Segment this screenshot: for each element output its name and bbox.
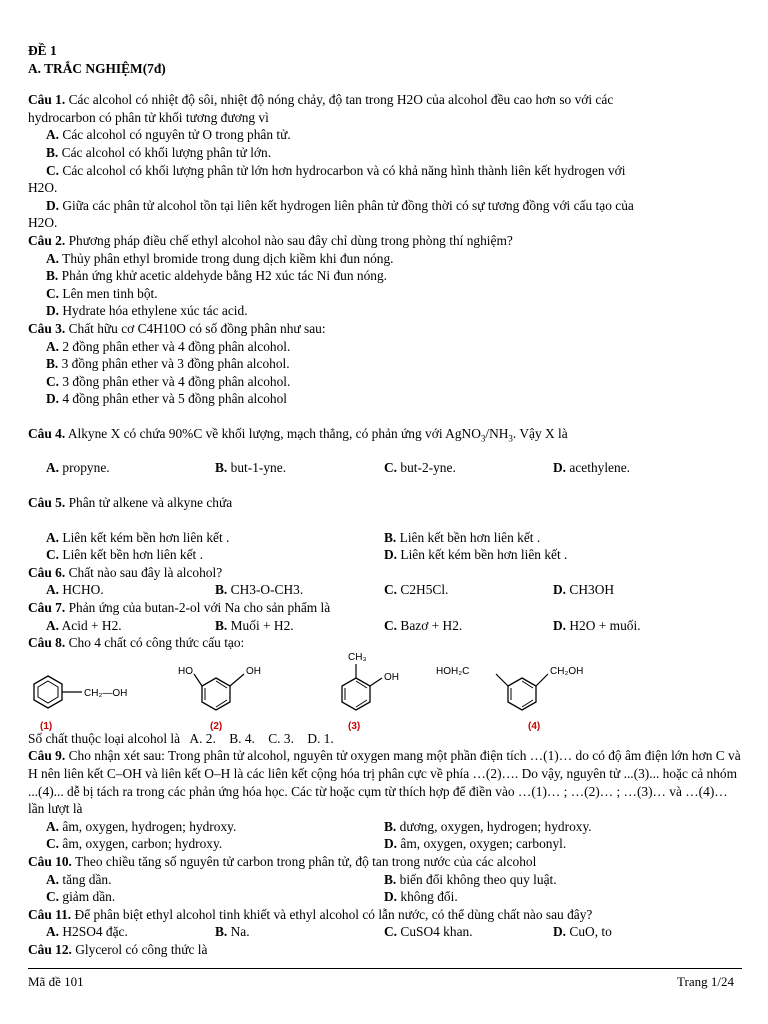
q7-option-b: B. Muối + H2. <box>215 617 294 633</box>
q11-options <box>28 923 742 941</box>
page-footer <box>28 968 742 990</box>
q11-option-b: B. Na. <box>215 924 250 940</box>
q3-option-c: C. 3 đồng phân ether và 4 đồng phân alcohol. <box>46 373 291 389</box>
q10-options-row2 <box>28 888 742 906</box>
q2-option-b: B. Phản ứng khử acetic aldehyde bằng H2 xúc tác Ni đun nóng. <box>46 268 388 284</box>
structure-4-number: (4) <box>528 720 541 732</box>
question-10: Câu 10. Theo chiều tăng số nguyên tử carbon trong phân tử, độ tan trong nước của các alcohol <box>28 853 537 869</box>
svg-text:CH₂OH: CH₂OH <box>550 665 584 677</box>
svg-text:CH₂—OH: CH₂—OH <box>84 687 128 699</box>
structure-1-number: (1) <box>40 720 53 732</box>
exam-page: ĐỀ 1 A. TRẮC NGHIỆM(7đ) Câu 1. Các alcohol có nhiệt độ sôi, nhiệt độ nóng chảy, độ tan trong H2O của alcohol đều cao hơn so với các hydrocarbon có phân tử khối tương đương vì A. Các alcohol có nguyên tử O trong phân tử. B. Các alcohol có khối lượng phân tử lớn. C. Các alcohol có khối lượng phân tử lớn hơn hydrocarbon và có khả năng hình thành liên kết hydrogen với H2O. D. Giữa các phân tử alcohol tồn tại liên kết hydrogen liên phân tử đồng thời có sự tương đồng với cấu tạo của H2O. Câu 2. Phương pháp điều chế ethyl alcohol nào sau đây chỉ dùng trong phòng thí nghiệm? A. Thủy phân ethyl bromide trong dung dịch kiềm khi đun nóng. B. Phản ứng khử acetic aldehyde bằng H2 xúc tác Ni đun nóng. C. Lên men tinh bột. D. Hydrate hóa ethylene xúc tác acid. Câu 3. Chất hữu cơ C4H10O có số đồng phân như sau: A. 2 đồng phân ether và 4 đồng phân alcohol. B. 3 đồng phân ether và 3 đồng phân alcohol. C. 3 đồng phân ether và 4 đồng phân alcohol. D. 4 đồng phân ether và 5 đồng phân alcohol Câu 4. Alkyne X có chứa 90%C về khối lượng, mạch thẳng, có phản ứng với $AgNO_3/NH_3$. Vậy X là A. propyne. B. but-1-yne. C. but-2-yne. D. acethylene. Câu 5. Phân tử alkene và alkyne chứa A. Liên kết kém bền hơn liên kết . B. Liên kết bền hơn liên kết . C. Liên kết bền hơn liên kết . D. Liên kết kém bền hơn liên kết . Câu 6. Chất nào sau đây là alcohol? A. HCHO. B. CH3-O-CH3. C. C2H5Cl. D. CH3OH Câu 7. Phản ứng của butan-2-ol với Na cho sản phẩm là A. Acid + H2. B. Muối + H2. C. Bazơ + H2. D. H2O + muối. Câu 8. Cho 4 chất có công thức cấu tạo: CH₂—OH (1) HO OH (2) CH₃ OH (3) HOH₂C CH₂OH (4) Số chất thuộc loại alcohol là A. 2. B. 4. C. 3. D. 1. Câu 9. Cho nhận xét sau: Trong phân tử alcohol, nguyên tử oxygen mang một phần điện tích …(1)… do có độ âm điện lớn hơn C và H nên liên kết C–OH và liên kết O–H là các liên kết cộng hóa trị phân cực về phía …(2)…. Do vậy, nguyên tử ...(3)... hoặc cả nhóm ...(4)... dễ bị tách ra trong các phản ứng hóa học. Các từ hoặc cụm từ thích hợp để điền vào …(1)… ; …(2)… ; …(3)… và …(4)… lần lượt là A. âm, oxygen, hydrogen; hydroxy. B. dương, oxygen, hydrogen; hydroxy. C. âm, oxygen, carbon; hydroxy. D. âm, oxygen, oxygen; carbonyl. Câu 10. Theo chiều tăng số nguyên tử carbon trong phân tử, độ tan trong nước của các alcohol A. tăng dần. B. biến đổi không theo quy luật. C. giảm dần. D. không đổi. Câu 11. Để phân biệt ethyl alcohol tinh khiết và ethyl alcohol có lẫn nước, có thể dùng chất nào sau đây? A. H2SO4 đặc. B. Na. C. CuSO4 khan. D. CuO, to Câu 12. Glycerol có công thức là <box>28 43 741 957</box>
q2-option-c: C. Lên men tinh bột. <box>46 285 158 301</box>
question-12: Câu 12. Glycerol có công thức là <box>28 941 208 957</box>
svg-text:OH: OH <box>384 671 399 683</box>
q7-option-a: A. Acid + H2. <box>46 617 122 633</box>
q11-option-a: A. H2SO4 đặc. <box>46 924 128 940</box>
q9-option-d: D. âm, oxygen, oxygen; carbonyl. <box>384 836 567 852</box>
q4-option-b: B. but-1-yne. <box>215 460 287 476</box>
q4-options <box>28 459 742 477</box>
q5-option-c: C. Liên kết bền hơn liên kết . <box>46 547 203 563</box>
q3-option-d: D. 4 đồng phân ether và 5 đồng phân alcohol <box>46 391 287 407</box>
svg-text:HO: HO <box>178 665 193 677</box>
q1-option-c: C. Các alcohol có khối lượng phân tử lớn hơn hydrocarbon và có khả năng hình thành liên kết hydrogen với <box>46 162 626 178</box>
structure-2-number: (2) <box>210 720 223 732</box>
q7-option-d: D. H2O + muối. <box>553 617 641 633</box>
q2-option-a: A. Thủy phân ethyl bromide trong dung dịch kiềm khi đun nóng. <box>46 250 394 266</box>
question-8: Câu 8. Cho 4 chất có công thức cấu tạo: <box>28 635 245 651</box>
question-3: Câu 3. Chất hữu cơ C4H10O có số đồng phân như sau: <box>28 320 326 336</box>
question-6: Câu 6. Chất nào sau đây là alcohol? <box>28 564 223 580</box>
q9-option-c: C. âm, oxygen, carbon; hydroxy. <box>46 836 223 852</box>
question-2: Câu 2. Phương pháp điều chế ethyl alcohol nào sau đây chỉ dùng trong phòng thí nghiệm? <box>28 232 513 248</box>
q3-option-a: A. 2 đồng phân ether và 4 đồng phân alcohol. <box>46 338 291 354</box>
q5-option-b: B. Liên kết bền hơn liên kết . <box>384 529 541 545</box>
q5-option-a: A. Liên kết kém bền hơn liên kết . <box>46 529 230 545</box>
q5-options-row1 <box>28 529 742 547</box>
q9-option-b: B. dương, oxygen, hydrogen; hydroxy. <box>384 818 592 834</box>
q3-option-b: B. 3 đồng phân ether và 3 đồng phân alcohol. <box>46 356 290 372</box>
footer-page-number: Trang 1/24 <box>677 974 734 989</box>
question-5: Câu 5. Phân tử alkene và alkyne chứa <box>28 495 233 511</box>
q2-option-d: D. Hydrate hóa ethylene xúc tác acid. <box>46 303 248 319</box>
q6-option-a: A. HCHO. <box>46 582 104 598</box>
q9-options-row2 <box>28 835 742 853</box>
question-9: Câu 9. Cho nhận xét sau: Trong phân tử alcohol, nguyên tử oxygen mang một phần điện tích …(1)… do có độ âm điện lớn hơn C và H nên liên kết C–OH và liên kết O–H là các liên kết cộng hóa trị phân cực về phía …(2)…. Do vậy, nguyên tử ...(3)... hoặc cả nhóm ...(4)... dễ bị tách ra trong các phản ứng hóa học. Các từ hoặc cụm từ thích hợp để điền vào …(1)… ; …(2)… ; …(3)… và …(4)… lần lượt là <box>28 748 741 817</box>
exam-code: ĐỀ 1 <box>28 43 57 58</box>
q4-option-d: D. acethylene. <box>553 460 630 476</box>
q10-option-a: A. tăng dần. <box>46 871 112 887</box>
q6-option-c: C. C2H5Cl. <box>384 582 449 598</box>
question-7: Câu 7. Phản ứng của butan-2-ol với Na cho sản phẩm là <box>28 600 331 616</box>
svg-text:OH: OH <box>246 665 261 677</box>
structure-2 <box>174 652 294 730</box>
svg-text:CH₃: CH₃ <box>348 651 367 663</box>
structure-1 <box>30 652 150 730</box>
q7-option-c: C. Bazơ + H2. <box>384 617 463 633</box>
q10-option-b: B. biến đổi không theo quy luật. <box>384 871 557 887</box>
section-title: A. TRẮC NGHIỆM(7đ) <box>28 60 166 76</box>
q6-option-b: B. CH3-O-CH3. <box>215 582 304 598</box>
question-11: Câu 11. Để phân biệt ethyl alcohol tinh khiết và ethyl alcohol có lẫn nước, có thể dùng chất nào sau đây? <box>28 906 593 922</box>
q5-option-d: D. Liên kết kém bền hơn liên kết . <box>384 547 568 563</box>
question-1: Câu 1. Các alcohol có nhiệt độ sôi, nhiệt độ nóng chảy, độ tan trong H2O của alcohol đều cao hơn so với các <box>28 92 614 108</box>
q7-options <box>28 617 742 635</box>
q6-option-d: D. CH3OH <box>553 582 615 598</box>
q5-options-row2 <box>28 546 742 564</box>
q11-option-c: C. CuSO4 khan. <box>384 924 473 940</box>
q6-options <box>28 581 742 599</box>
structure-figures <box>28 652 742 730</box>
q10-option-c: C. giảm dần. <box>46 889 116 905</box>
structure-4 <box>436 652 606 730</box>
q1-option-b: B. Các alcohol có khối lượng phân tử lớn. <box>46 144 272 160</box>
q11-option-d: D. CuO, to <box>553 924 612 940</box>
structure-3 <box>328 652 438 730</box>
q10-option-d: D. không đổi. <box>384 889 458 905</box>
q8-answer-line: Số chất thuộc loại alcohol là A. 2. B. 4. C. 3. D. 1. <box>28 730 334 746</box>
structure-3-number: (3) <box>348 720 361 732</box>
q4-option-c: C. but-2-yne. <box>384 460 456 476</box>
q1-option-a: A. Các alcohol có nguyên tử O trong phân tử. <box>46 127 291 143</box>
q9-options-row1 <box>28 818 742 836</box>
q1-option-d: D. Giữa các phân tử alcohol tồn tại liên kết hydrogen liên phân tử đồng thời có sự tương đồng với cấu tạo của <box>46 197 634 213</box>
q9-option-a: A. âm, oxygen, hydrogen; hydroxy. <box>46 818 237 834</box>
footer-exam-code: Mã đề 101 <box>28 974 84 989</box>
q10-options-row1 <box>28 871 742 889</box>
svg-text:HOH₂C: HOH₂C <box>436 665 470 677</box>
question-4: Câu 4. Alkyne X có chứa 90%C về khối lượng, mạch thẳng, có phản ứng với $AgNO_3/NH_3$. Vậy X là <box>28 425 568 444</box>
q4-option-a: A. propyne. <box>46 460 110 476</box>
